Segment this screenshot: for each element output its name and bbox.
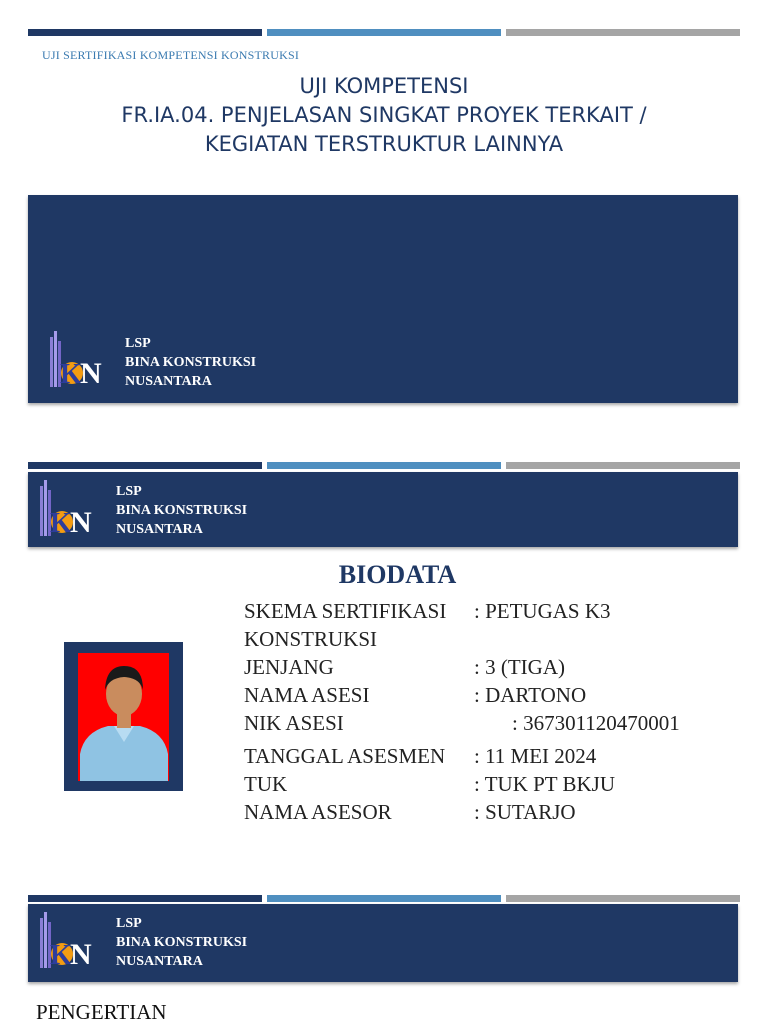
lsp-logo-icon — [38, 480, 98, 536]
biodata-label-nik: NIK ASESI — [244, 711, 344, 735]
logo-line-1: LSP — [116, 916, 142, 931]
biodata-label-tuk: TUK — [244, 772, 288, 796]
biodata-value-nama-asesi: : DARTONO — [474, 683, 587, 707]
lsp-logo-text — [116, 914, 247, 971]
biodata-label-tanggal: TANGGAL ASESMEN — [244, 744, 446, 768]
slide-title-line-2: FR.IA.04. PENJELASAN SINGKAT PROYEK TERKAIT / — [121, 103, 647, 127]
lsp-logo-icon — [48, 331, 108, 387]
slide2-bar-blue — [267, 462, 501, 469]
asesi-photo — [64, 642, 183, 791]
svg-text:N: N — [70, 938, 92, 968]
slide2-bar-gray — [506, 462, 740, 469]
svg-text:N: N — [80, 357, 102, 387]
biodata-label-asesor: NAMA ASESOR — [244, 800, 392, 824]
biodata-label-skema: SKEMA SERTIFIKASI — [244, 599, 447, 623]
slide3-bar-navy — [28, 895, 262, 902]
top-bar-gray — [506, 29, 740, 36]
slide-title-line-1: UJI KOMPETENSI — [299, 74, 469, 98]
logo-line-3: NUSANTARA — [125, 374, 212, 389]
slide2-header-banner — [28, 472, 738, 547]
top-bar-navy — [28, 29, 262, 36]
section-heading-pengertian: PENGERTIAN — [36, 1000, 167, 1024]
biodata-value-tanggal: : 11 MEI 2024 — [474, 744, 597, 768]
biodata-value-asesor: : SUTARJO — [474, 800, 576, 824]
slide3-header-banner — [28, 904, 738, 982]
lsp-logo-text — [125, 334, 256, 391]
person-photo-icon — [64, 642, 183, 791]
biodata-value-tuk: : TUK PT BKJU — [474, 772, 616, 796]
logo-line-3: NUSANTARA — [116, 954, 203, 969]
slide2-bar-navy — [28, 462, 262, 469]
title-banner — [28, 195, 738, 403]
logo-line-2: BINA KONSTRUKSI — [116, 503, 248, 518]
slide3-bar-gray — [506, 895, 740, 902]
logo-line-2: BINA KONSTRUKSI — [116, 935, 248, 950]
svg-text:K: K — [50, 940, 72, 968]
biodata-label-jenjang: JENJANG — [244, 655, 334, 679]
svg-text:K: K — [50, 508, 72, 536]
svg-text:N: N — [70, 506, 92, 536]
svg-text:K: K — [60, 359, 82, 387]
logo-line-3: NUSANTARA — [116, 522, 203, 537]
slide-title-line-3: KEGIATAN TERSTRUKTUR LAINNYA — [204, 132, 564, 156]
slide3-bar-blue — [267, 895, 501, 902]
logo-line-1: LSP — [125, 336, 151, 351]
biodata-value-nik: : 367301120470001 — [512, 711, 680, 735]
lsp-logo-icon — [38, 912, 98, 968]
biodata-title: BIODATA — [338, 560, 457, 589]
logo-line-2: BINA KONSTRUKSI — [125, 355, 257, 370]
biodata-label-skema-cont: KONSTRUKSI — [244, 627, 378, 651]
lsp-logo-text — [116, 482, 247, 539]
biodata-label-nama-asesi: NAMA ASESI — [244, 683, 370, 707]
biodata-value-skema: : PETUGAS K3 — [474, 599, 611, 623]
biodata-value-jenjang: : 3 (TIGA) — [474, 655, 565, 679]
top-bar-blue — [267, 29, 501, 36]
slide-header-label: UJI SERTIFIKASI KOMPETENSI KONSTRUKSI — [42, 48, 300, 62]
logo-line-1: LSP — [116, 484, 142, 499]
